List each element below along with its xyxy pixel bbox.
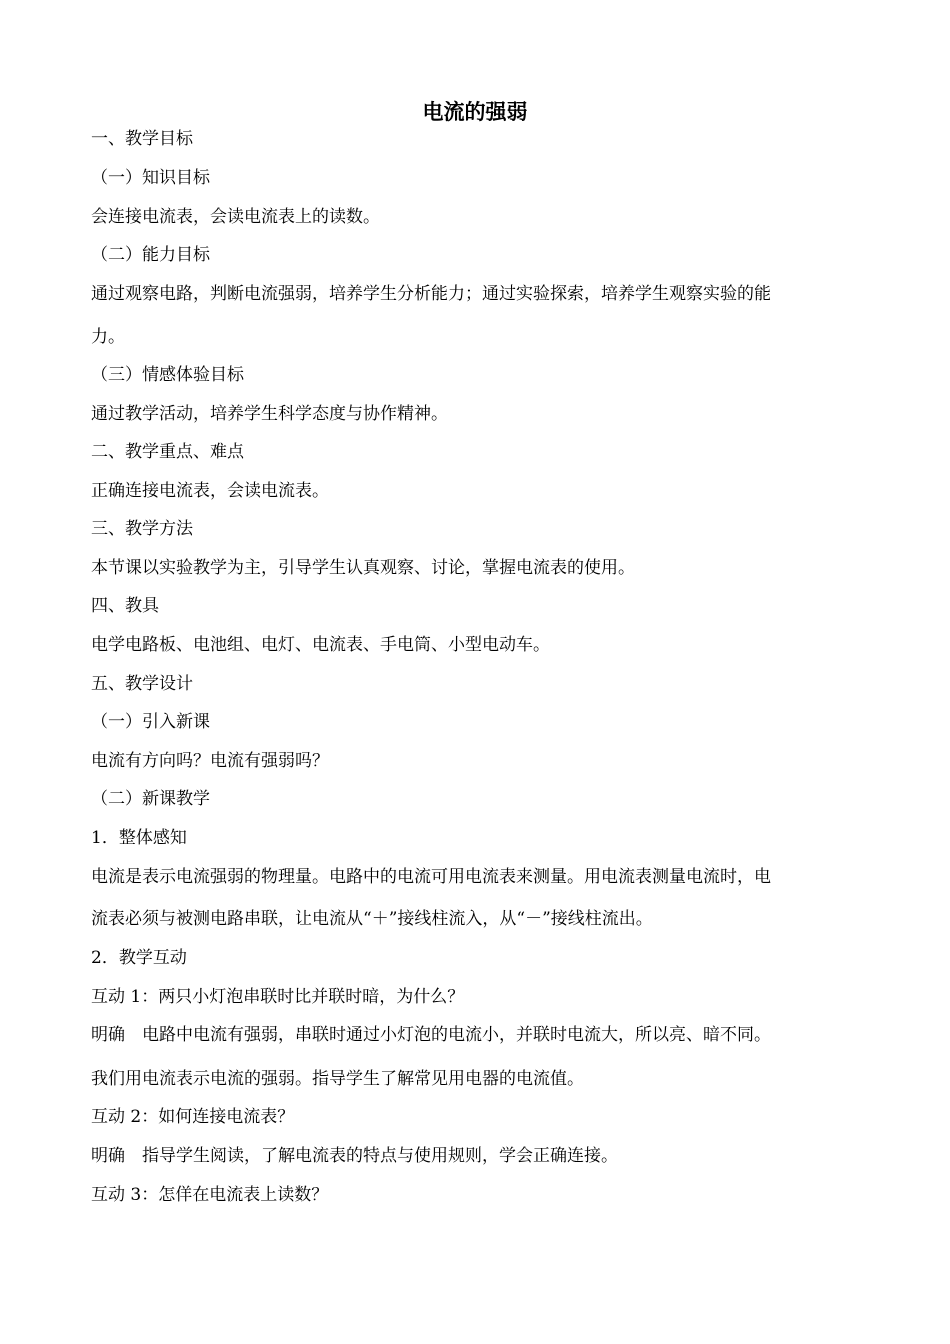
interaction-1-answer-line-1: 明确 电路中电流有强弱，串联时通过小灯泡的电流小，并联时电流大，所以亮、暗不同。 — [91, 1025, 771, 1045]
subheading-ability: （二）能力目标 — [91, 245, 210, 265]
document-title: 电流的强弱 — [422, 100, 528, 124]
paragraph-tools: 电学电路板、电池组、电灯、电流表、手电筒、小型电动车。 — [91, 635, 550, 655]
item-overall-perception: 1．整体感知 — [91, 828, 187, 848]
paragraph-ability-line-1: 通过观察电路，判断电流强弱，培养学生分析能力；通过实验探索，培养学生观察实验的能 — [91, 284, 771, 304]
item-teaching-interaction: 2．教学互动 — [91, 948, 187, 968]
paragraph-intro: 电流有方向吗？电流有强弱吗？ — [91, 751, 329, 771]
section-heading-objectives: 一、教学目标 — [91, 129, 193, 149]
subheading-new-lesson: （二）新课教学 — [91, 789, 210, 809]
paragraph-ability-line-2: 力。 — [91, 327, 125, 347]
interaction-1-question: 互动 1：两只小灯泡串联时比并联时暗，为什么？ — [91, 987, 465, 1007]
paragraph-methods: 本节课以实验教学为主，引导学生认真观察、讨论，掌握电流表的使用。 — [91, 558, 635, 578]
section-heading-design: 五、教学设计 — [91, 674, 193, 694]
paragraph-perception-line-1: 电流是表示电流强弱的物理量。电路中的电流可用电流表来测量。用电流表测量电流时，电 — [91, 867, 771, 887]
section-heading-key-points: 二、教学重点、难点 — [91, 442, 244, 462]
interaction-3-question: 互动 3：怎佯在电流表上读数？ — [91, 1185, 329, 1205]
interaction-2-answer: 明确 指导学生阅读，了解电流表的特点与使用规则，学会正确连接。 — [91, 1146, 618, 1166]
interaction-1-answer-line-2: 我们用电流表示电流的强弱。指导学生了解常见用电器的电流值。 — [91, 1069, 584, 1089]
subheading-knowledge: （一）知识目标 — [91, 168, 210, 188]
paragraph-perception-line-2: 流表必须与被测电路串联，让电流从“＋”接线柱流入，从“－”接线柱流出。 — [91, 909, 653, 929]
paragraph-key-points: 正确连接电流表，会读电流表。 — [91, 481, 329, 501]
section-heading-methods: 三、教学方法 — [91, 519, 193, 539]
section-heading-tools: 四、教具 — [91, 596, 159, 616]
paragraph-knowledge: 会连接电流表，会读电流表上的读数。 — [91, 207, 380, 227]
subheading-intro: （一）引入新课 — [91, 712, 210, 732]
paragraph-emotion: 通过教学活动，培养学生科学态度与协作精神。 — [91, 404, 448, 424]
subheading-emotion: （三）情感体验目标 — [91, 365, 244, 385]
interaction-2-question: 互动 2：如何连接电流表？ — [91, 1107, 295, 1127]
